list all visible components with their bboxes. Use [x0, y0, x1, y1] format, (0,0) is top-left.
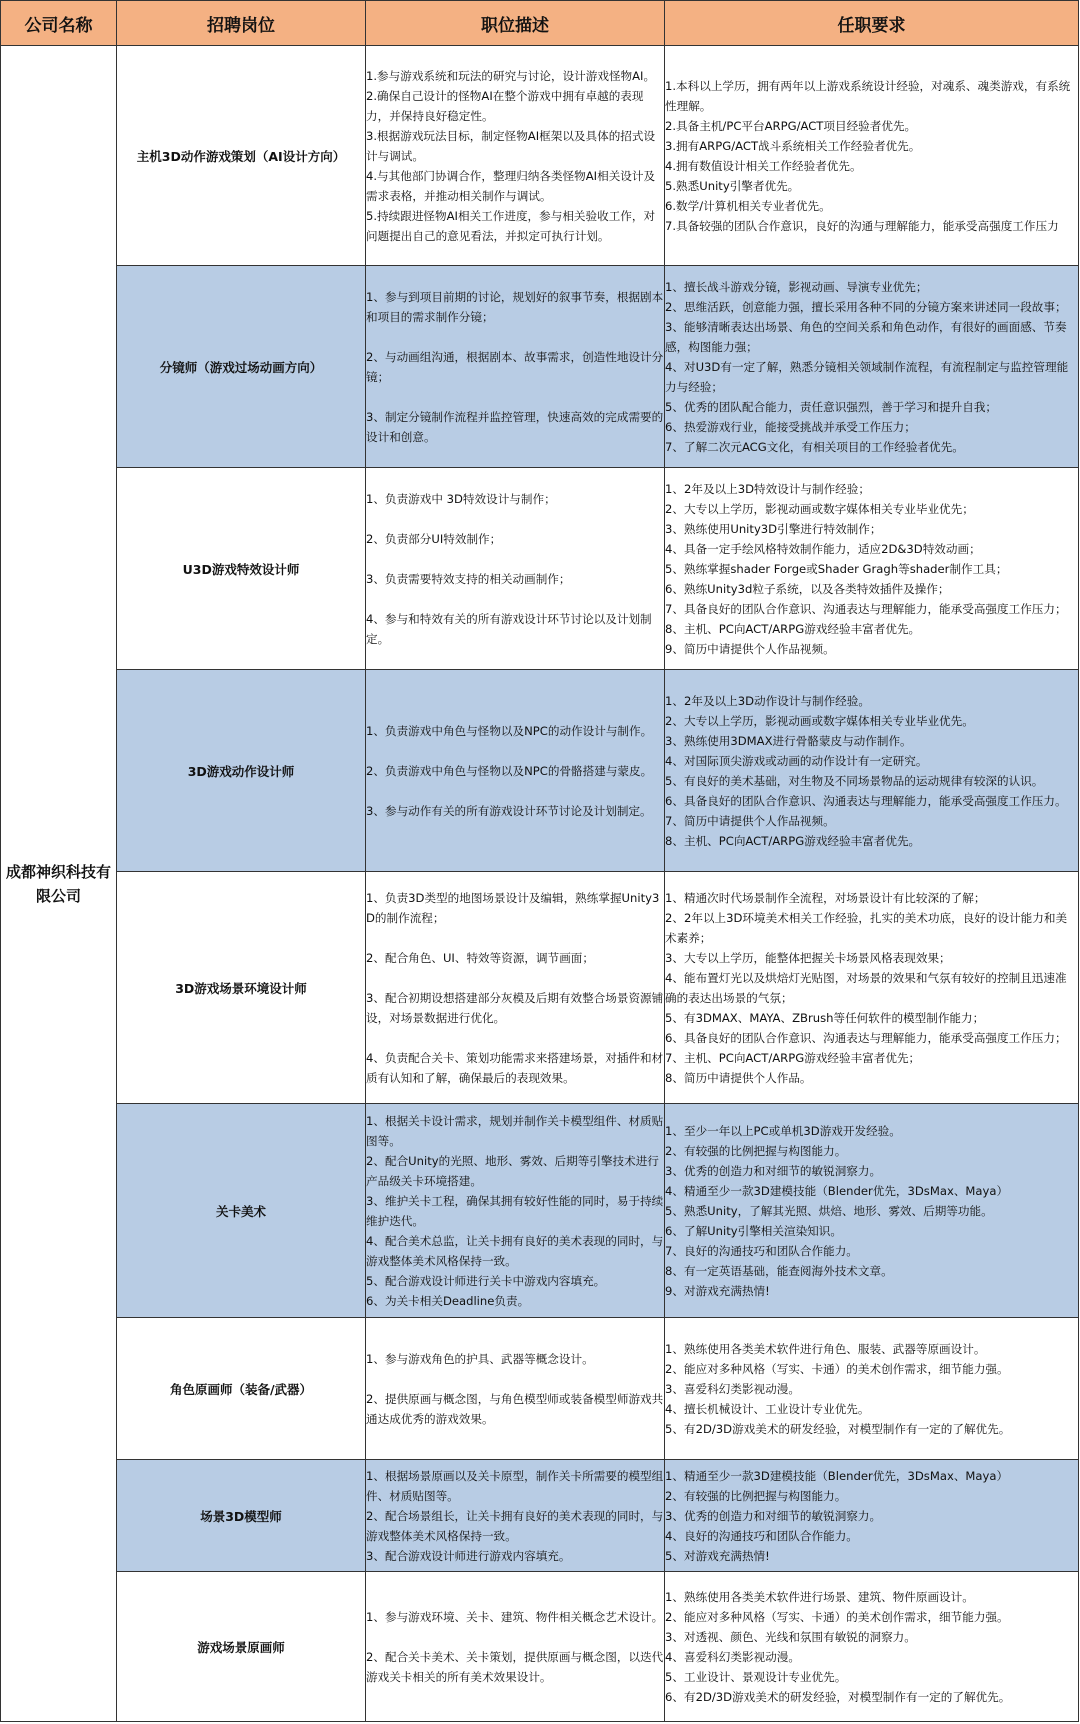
job-description	[366, 1104, 665, 1318]
text-line: 1、熟练使用各类美术软件进行角色、服装、武器等原画设计。	[665, 1341, 986, 1356]
text-line: 5、熟悉Unity，了解其光照、烘焙、地形、雾效、后期等功能。	[665, 1203, 993, 1218]
table-row	[1, 1318, 1079, 1460]
text-line: 3、对透视、颜色、光线和氛围有敏锐的洞察力。	[665, 1629, 916, 1644]
table-row	[1, 670, 1079, 872]
job-requirements	[665, 1460, 1079, 1572]
paragraph-gap	[366, 1369, 664, 1389]
text-line: 2.具备主机/PC平台ARPG/ACT项目经验者优先。	[665, 118, 917, 133]
header-company: 公司名称	[1, 1, 117, 46]
text-line: 6、有2D/3D游戏美术的研发经验，对模型制作有一定的了解优先。	[665, 1689, 1011, 1704]
text-line: 1、2年及以上3D动作设计与制作经验。	[665, 693, 870, 708]
text-line: 6.数学/计算机相关专业者优先。	[665, 198, 831, 213]
text-line: 7.具备较强的团队合作意识，良好的沟通与理解能力，能承受高强度工作压力	[665, 218, 1059, 233]
text-line: 3、优秀的创造力和对细节的敏锐洞察力。	[665, 1163, 882, 1178]
text-line: 2、配合场景组长，让关卡拥有良好的美术表现的同时，与游戏整体美术风格保持一致。	[366, 1508, 664, 1543]
job-requirements	[665, 670, 1079, 872]
text-line: 2、大专以上学历，影视动画或数字媒体相关专业毕业优先。	[665, 713, 974, 728]
text-line: 4、良好的沟通技巧和团队合作能力。	[665, 1528, 858, 1543]
position-title: 3D游戏场景环境设计师	[117, 872, 366, 1104]
text-line: 2、能应对多种风格（写实、卡通）的美术创作需求，细节能力强。	[665, 1361, 1009, 1376]
position-title: 场景3D模型师	[117, 1460, 366, 1572]
text-line: 2、2年以上3D环境美术相关工作经验，扎实的美术功底，良好的设计能力和美术素养；	[665, 910, 1068, 945]
text-line: 4.与其他部门协调合作，整理归纳各类怪物AI相关设计及需求表格，并推动相关制作与调试。	[366, 168, 656, 203]
text-line: 5.持续跟进怪物AI相关工作进度，参与相关验收工作，对问题提出自己的意见看法，并拟定可执行计划。	[366, 208, 656, 243]
text-line: 5、有3DMAX、MAYA、ZBrush等任何软件的模型制作能力；	[665, 1010, 985, 1025]
text-line: 4、负责配合关卡、策划功能需求来搭建场景，对插件和材质有认知和了解，确保最后的表现效果。	[366, 1050, 664, 1085]
table-row	[1, 266, 1079, 468]
text-line: 2、与动画组沟通，根据剧本、故事需求，创造性地设计分镜；	[366, 349, 664, 384]
text-line: 3、维护关卡工程，确保其拥有较好性能的同时，易于持续维护迭代。	[366, 1193, 664, 1228]
paragraph-gap	[366, 781, 664, 801]
paragraph-gap	[366, 741, 664, 761]
position-title: 游戏场景原画师	[117, 1572, 366, 1722]
job-description	[366, 670, 665, 872]
text-line: 1、参与到项目前期的讨论，规划好的叙事节奏，根据剧本和项目的需求制作分镜；	[366, 289, 664, 324]
text-line: 7、主机、PC向ACT/ARPG游戏经验丰富者优先；	[665, 1050, 921, 1065]
job-description	[366, 46, 665, 266]
job-requirements	[665, 46, 1079, 266]
text-line: 1.本科以上学历，拥有两年以上游戏系统设计经验，对魂系、魂类游戏，有系统性理解。	[665, 78, 1071, 113]
text-line: 3、配合游戏设计师进行游戏内容填充。	[366, 1548, 571, 1563]
job-requirements	[665, 1104, 1079, 1318]
position-title: 关卡美术	[117, 1104, 366, 1318]
table-row	[1, 872, 1079, 1104]
table-row	[1, 46, 1079, 266]
text-line: 4.拥有数值设计相关工作经验者优先。	[665, 158, 862, 173]
text-line: 4、精通至少一款3D建模技能（Blender优先，3DsMax、Maya）	[665, 1183, 1009, 1198]
position-title: 主机3D动作游戏策划（AI设计方向）	[117, 46, 366, 266]
header-requirements: 任职要求	[665, 1, 1079, 46]
table-row	[1, 1104, 1079, 1318]
text-line: 8、有一定英语基础，能查阅海外技术文章。	[665, 1263, 893, 1278]
header-row	[1, 1, 1079, 46]
text-line: 8、主机、PC向ACT/ARPG游戏经验丰富者优先。	[665, 833, 921, 848]
text-line: 3、参与动作有关的所有游戏设计环节讨论及计划制定。	[366, 803, 652, 818]
text-line: 9、对游戏充满热情!	[665, 1283, 770, 1298]
text-line: 3.拥有ARPG/ACT战斗系统相关工作经验者优先。	[665, 138, 921, 153]
text-line: 6、了解Unity引擎相关渲染知识。	[665, 1223, 842, 1238]
text-line: 1.参与游戏系统和玩法的研究与讨论，设计游戏怪物AI。	[366, 68, 656, 83]
text-line: 3、喜爱科幻类影视动漫。	[665, 1381, 800, 1396]
text-line: 3、熟练使用3DMAX进行骨骼蒙皮与动作制作。	[665, 733, 912, 748]
text-line: 1、精通次时代场景制作全流程，对场景设计有比较深的了解；	[665, 890, 986, 905]
text-line: 2、负责部分UI特效制作；	[366, 531, 502, 546]
text-line: 4、对U3D有一定了解，熟悉分镜相关领域制作流程，有流程制定与监控管理能力与经验；	[665, 359, 1069, 394]
text-line: 2、配合Unity的光照、地形、雾效、后期等引擎技术进行产品级关卡环境搭建。	[366, 1153, 659, 1188]
job-requirements	[665, 1318, 1079, 1460]
text-line: 5、有2D/3D游戏美术的研发经验，对模型制作有一定的了解优先。	[665, 1421, 1011, 1436]
text-line: 4、喜爱科幻类影视动漫。	[665, 1649, 800, 1664]
text-line: 3、熟练使用Unity3D引擎进行特效制作；	[665, 521, 882, 536]
text-line: 3、制定分镜制作流程并监控管理，快速高效的完成需要的设计和创意。	[366, 409, 664, 444]
text-line: 3.根据游戏玩法目标，制定怪物AI框架以及具体的招式设计与调试。	[366, 128, 656, 163]
text-line: 7、良好的沟通技巧和团队合作能力。	[665, 1243, 858, 1258]
text-line: 2、能应对多种风格（写实、卡通）的美术创作需求，细节能力强。	[665, 1609, 1009, 1624]
text-line: 3、优秀的创造力和对细节的敏锐洞察力。	[665, 1508, 882, 1523]
text-line: 6、熟练Unity3d粒子系统，以及各类特效插件及操作；	[665, 581, 950, 596]
text-line: 4、配合美术总监，让关卡拥有良好的美术表现的同时，与游戏整体美术风格保持一致。	[366, 1233, 664, 1268]
text-line: 1、参与游戏角色的护具、武器等概念设计。	[366, 1351, 594, 1366]
text-line: 1、擅长战斗游戏分镜，影视动画、导演专业优先；	[665, 279, 928, 294]
text-line: 9、简历中请提供个人作品视频。	[665, 641, 835, 656]
text-line: 7、了解二次元ACG文化，有相关项目的工作经验者优先。	[665, 439, 964, 454]
paragraph-gap	[366, 327, 664, 347]
text-line: 2、提供原画与概念图，与角色模型师或装备模型师游戏共通达成优秀的游戏效果。	[366, 1391, 664, 1426]
text-line: 3、大专以上学历，能整体把握关卡场景风格表现效果；	[665, 950, 951, 965]
table-row	[1, 1572, 1079, 1722]
table-row	[1, 1460, 1079, 1572]
text-line: 5、工业设计、景观设计专业优先。	[665, 1669, 847, 1684]
text-line: 6、具备良好的团队合作意识、沟通表达与理解能力，能承受高强度工作压力。	[665, 793, 1067, 808]
text-line: 3、负责需要特效支持的相关动画制作；	[366, 571, 571, 586]
text-line: 1、参与游戏环境、关卡、建筑、物件相关概念艺术设计。	[366, 1609, 664, 1624]
text-line: 2.确保自己设计的怪物AI在整个游戏中拥有卓越的表现力，并保持良好稳定性。	[366, 88, 644, 123]
text-line: 5.熟悉Unity引擎者优先。	[665, 178, 800, 193]
text-line: 2、配合角色、UI、特效等资源，调节画面；	[366, 950, 594, 965]
paragraph-gap	[366, 928, 664, 948]
text-line: 6、热爱游戏行业，能接受挑战并承受工作压力；	[665, 419, 916, 434]
job-description	[366, 266, 665, 468]
text-line: 3、能够清晰表达出场景、角色的空间关系和角色动作，有很好的画面感、节奏感，构图能力强；	[665, 319, 1067, 354]
position-title: 3D游戏动作设计师	[117, 670, 366, 872]
position-title: 角色原画师（装备/武器）	[117, 1318, 366, 1460]
job-description	[366, 1460, 665, 1572]
text-line: 2、大专以上学历，影视动画或数字媒体相关专业毕业优先；	[665, 501, 974, 516]
job-description	[366, 872, 665, 1104]
text-line: 2、配合关卡美术、关卡策划，提供原画与概念图，以迭代游戏关卡相关的所有美术效果设计。	[366, 1649, 664, 1684]
text-line: 4、能布置灯光以及烘焙灯光贴图，对场景的效果和气氛有较好的控制且迅速准确的表达出场景的气氛；	[665, 970, 1067, 1005]
text-line: 2、负责游戏中角色与怪物以及NPC的骨骼搭建与蒙皮。	[366, 763, 653, 778]
header-position: 招聘岗位	[117, 1, 366, 46]
text-line: 1、根据关卡设计需求，规划并制作关卡模型组件、材质贴图等。	[366, 1113, 664, 1148]
table-row	[1, 468, 1079, 670]
job-requirements	[665, 266, 1079, 468]
text-line: 1、负责游戏中 3D特效设计与制作；	[366, 491, 556, 506]
paragraph-gap	[366, 1028, 664, 1048]
text-line: 3、配合初期设想搭建部分灰模及后期有效整合场景资源铺设，对场景数据进行优化。	[366, 990, 664, 1025]
text-line: 1、根据场景原画以及关卡原型，制作关卡所需要的模型组件、材质贴图等。	[366, 1468, 664, 1503]
text-line: 7、简历中请提供个人作品视频。	[665, 813, 835, 828]
header-description: 职位描述	[366, 1, 665, 46]
job-requirements	[665, 468, 1079, 670]
paragraph-gap	[366, 968, 664, 988]
text-line: 1、2年及以上3D特效设计与制作经验；	[665, 481, 870, 496]
job-description	[366, 468, 665, 670]
text-line: 5、配合游戏设计师进行关卡中游戏内容填充。	[366, 1273, 606, 1288]
position-title: 分镜师（游戏过场动画方向）	[117, 266, 366, 468]
paragraph-gap	[366, 509, 664, 529]
text-line: 4、擅长机械设计、工业设计专业优先。	[665, 1401, 870, 1416]
text-line: 1、熟练使用各类美术软件进行场景、建筑、物件原画设计。	[665, 1589, 974, 1604]
text-line: 7、具备良好的团队合作意识、沟通表达与理解能力，能承受高强度工作压力；	[665, 601, 1067, 616]
text-line: 1、负责游戏中角色与怪物以及NPC的动作设计与制作。	[366, 723, 653, 738]
position-title: U3D游戏特效设计师	[117, 468, 366, 670]
text-line: 8、简历中请提供个人作品。	[665, 1070, 812, 1085]
job-requirements	[665, 1572, 1079, 1722]
text-line: 5、有良好的美术基础，对生物及不同场景物品的运动规律有较深的认识。	[665, 773, 1044, 788]
text-line: 8、主机、PC向ACT/ARPG游戏经验丰富者优先。	[665, 621, 921, 636]
text-line: 1、至少一年以上PC或单机3D游戏开发经验。	[665, 1123, 901, 1138]
text-line: 4、参与和特效有关的所有游戏设计环节讨论以及计划制定。	[366, 611, 652, 646]
text-line: 6、为关卡相关Deadline负责。	[366, 1293, 530, 1308]
text-line: 2、思维活跃，创意能力强，擅长采用各种不同的分镜方案来讲述同一段故事；	[665, 299, 1067, 314]
text-line: 1、负责3D类型的地图场景设计及编辑，熟练掌握Unity3D的制作流程；	[366, 890, 660, 925]
job-requirements	[665, 872, 1079, 1104]
job-description	[366, 1572, 665, 1722]
company-name: 成都神织科技有限公司	[1, 46, 117, 1722]
text-line: 6、具备良好的团队合作意识、沟通表达与理解能力，能承受高强度工作压力；	[665, 1030, 1067, 1045]
text-line: 2、有较强的比例把握与构图能力。	[665, 1143, 847, 1158]
text-line: 5、优秀的团队配合能力，责任意识强烈，善于学习和提升自我；	[665, 399, 998, 414]
text-line: 4、具备一定手绘风格特效制作能力，适应2D&3D特效动画；	[665, 541, 981, 556]
job-description	[366, 1318, 665, 1460]
paragraph-gap	[366, 387, 664, 407]
text-line: 1、精通至少一款3D建模技能（Blender优先，3DsMax、Maya）	[665, 1468, 1009, 1483]
paragraph-gap	[366, 549, 664, 569]
text-line: 2、有较强的比例把握与构图能力。	[665, 1488, 847, 1503]
text-line: 4、对国际顶尖游戏或动画的动作设计有一定研究。	[665, 753, 928, 768]
paragraph-gap	[366, 1627, 664, 1647]
text-line: 5、对游戏充满热情!	[665, 1548, 770, 1563]
text-line: 5、熟练掌握shader Forge或Shader Gragh等shader制作工具；	[665, 561, 1008, 576]
paragraph-gap	[366, 589, 664, 609]
